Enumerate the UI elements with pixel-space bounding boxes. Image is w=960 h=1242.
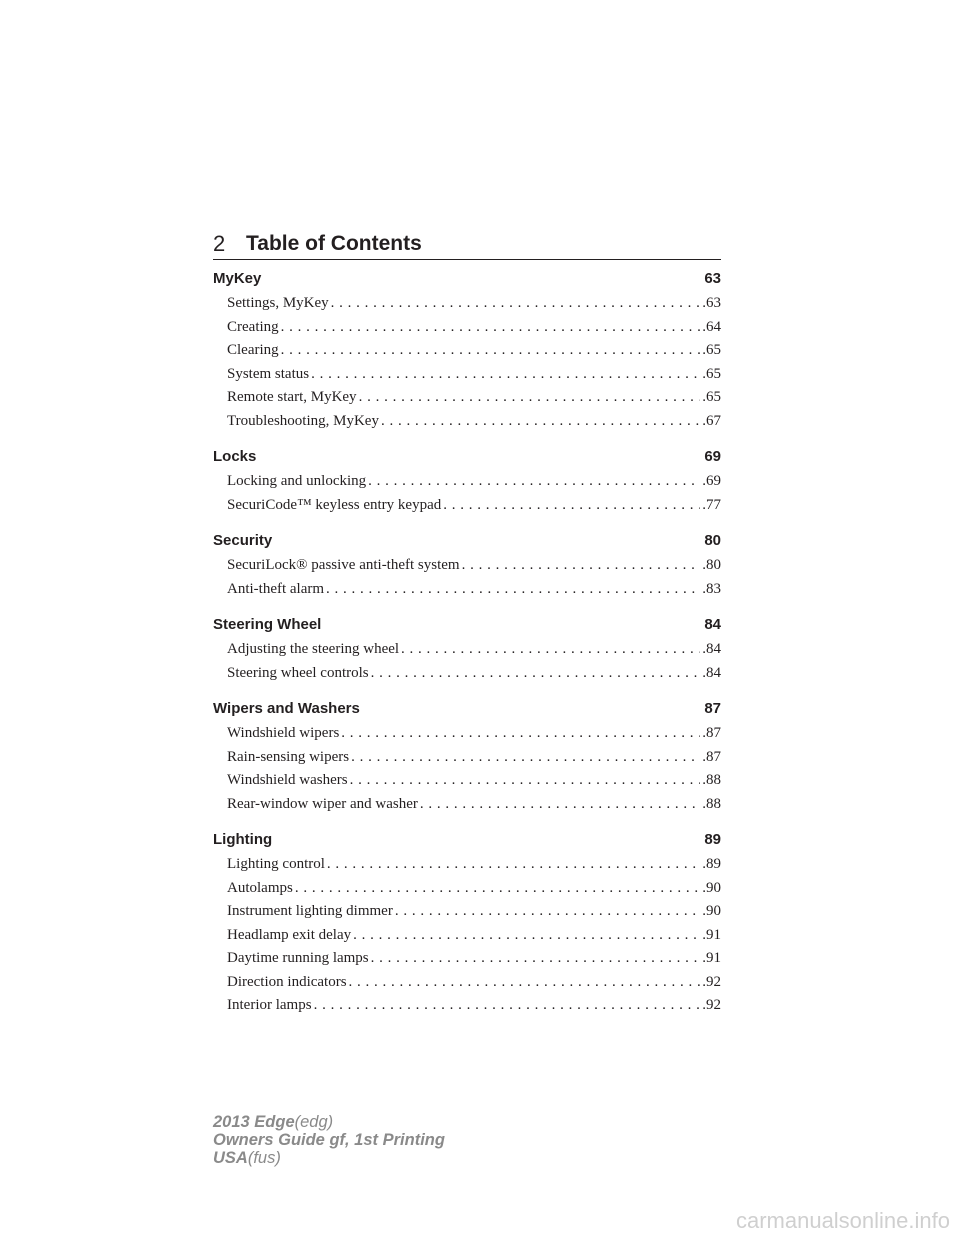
toc-entry[interactable] <box>213 900 721 924</box>
toc-entry[interactable] <box>213 793 721 817</box>
entry-label: Rain-sensing wipers <box>227 748 350 765</box>
entry-page-number: .90 <box>702 903 721 919</box>
toc-entry[interactable] <box>213 386 721 410</box>
entry-page-number: .65 <box>702 342 721 358</box>
dot-leader <box>350 769 701 793</box>
entry-label: Locking and unlocking <box>227 473 367 489</box>
dot-leader <box>359 386 701 410</box>
entry-page-number: .92 <box>702 997 721 1013</box>
entry-page-number: .69 <box>702 473 721 489</box>
entry-page-number: .88 <box>702 795 721 812</box>
entry-label: Headlamp exit delay <box>227 926 352 943</box>
toc-entry[interactable] <box>213 363 721 387</box>
dot-leader <box>281 339 701 363</box>
toc-entry[interactable] <box>213 316 721 340</box>
dot-leader <box>331 292 701 316</box>
entry-label: Autolamps <box>227 879 293 896</box>
entry-label: Clearing <box>227 342 279 358</box>
entry-page-number: .77 <box>702 496 721 513</box>
dot-leader <box>311 363 700 387</box>
entry-label: Daytime running lamps <box>227 950 369 966</box>
toc-entry-list <box>213 853 721 1018</box>
toc-section-heading[interactable] <box>213 614 721 636</box>
entry-page-number: .87 <box>702 748 721 765</box>
entry-label: SecuriLock® passive anti-theft system <box>227 557 460 573</box>
section-page-number: 84 <box>704 616 721 633</box>
section-title: Wipers and Washers <box>213 700 360 717</box>
entry-label: Interior lamps <box>227 997 312 1013</box>
toc-entry-list <box>213 554 721 601</box>
section-page-number: 89 <box>704 831 721 848</box>
footer-line-1 <box>213 1113 445 1131</box>
section-title: Security <box>213 532 273 549</box>
section-title: Lighting <box>213 831 273 848</box>
entry-page-number: .63 <box>702 295 721 311</box>
footer-line-3 <box>213 1149 445 1167</box>
dot-leader <box>401 638 700 662</box>
toc-entry[interactable] <box>213 971 721 995</box>
entry-label: Steering wheel controls <box>227 664 369 681</box>
page-number: 2 <box>213 231 226 256</box>
document-footer <box>213 1113 445 1167</box>
toc-section-heading[interactable] <box>213 698 721 720</box>
entry-label: Rear-window wiper and washer <box>227 795 418 812</box>
entry-page-number: .83 <box>702 580 721 597</box>
entry-page-number: .64 <box>702 318 721 335</box>
section-title: MyKey <box>213 270 262 287</box>
dot-leader <box>368 470 700 494</box>
toc-entry-list <box>213 292 721 433</box>
entry-label: SecuriCode™ keyless entry keypad <box>227 496 442 513</box>
section-page-number: 87 <box>704 700 721 717</box>
footer-region-code: (fus) <box>247 1149 281 1167</box>
footer-line-2 <box>213 1131 445 1149</box>
dot-leader <box>314 994 701 1018</box>
entry-label: Remote start, MyKey <box>227 389 357 405</box>
entry-page-number: .89 <box>702 856 721 872</box>
toc-entry[interactable] <box>213 947 721 971</box>
footer-model: 2013 Edge <box>213 1113 295 1131</box>
toc-section-heading[interactable] <box>213 530 721 552</box>
footer-guide: Owners Guide gf, 1st Printing <box>213 1131 445 1149</box>
toc-entry[interactable] <box>213 339 721 363</box>
toc-entry[interactable] <box>213 410 721 434</box>
toc-entry[interactable] <box>213 924 721 948</box>
entry-label: Settings, MyKey <box>227 295 329 311</box>
dot-leader <box>462 554 701 578</box>
toc-entry-list <box>213 722 721 816</box>
entry-page-number: .87 <box>702 725 721 741</box>
page-header <box>213 231 721 260</box>
entry-label: Lighting control <box>227 856 325 872</box>
toc-entry-list <box>213 638 721 685</box>
dot-leader <box>381 410 700 434</box>
entry-page-number: .84 <box>702 664 721 681</box>
toc-entry[interactable] <box>213 638 721 662</box>
toc-entry[interactable] <box>213 769 721 793</box>
entry-label: System status <box>227 365 310 382</box>
entry-page-number: .65 <box>702 365 721 382</box>
toc-entry[interactable] <box>213 746 721 770</box>
entry-page-number: .91 <box>702 950 721 966</box>
entry-label: Creating <box>227 318 279 335</box>
toc-entry[interactable] <box>213 494 721 518</box>
dot-leader <box>326 578 700 602</box>
dot-leader <box>353 924 700 948</box>
toc-section-heading[interactable] <box>213 829 721 851</box>
toc-entry[interactable] <box>213 877 721 901</box>
section-title: Steering Wheel <box>213 616 322 633</box>
entry-page-number: .67 <box>702 412 721 429</box>
toc-entry-list <box>213 470 721 517</box>
dot-leader <box>443 494 700 518</box>
dot-leader <box>371 662 701 686</box>
entry-label: Anti-theft alarm <box>227 580 325 597</box>
toc-entry[interactable] <box>213 578 721 602</box>
entry-label: Adjusting the steering wheel <box>227 641 400 657</box>
toc-entry[interactable] <box>213 994 721 1018</box>
dot-leader <box>341 722 700 746</box>
entry-page-number: .65 <box>702 389 721 405</box>
section-page-number: 80 <box>704 532 721 549</box>
table-of-contents <box>213 268 721 1031</box>
entry-page-number: .84 <box>702 641 721 657</box>
entry-page-number: .80 <box>702 557 721 573</box>
entry-label: Direction indicators <box>227 973 347 990</box>
section-page-number: 69 <box>704 448 721 465</box>
page-title: Table of Contents <box>246 232 422 255</box>
entry-label: Troubleshooting, MyKey <box>227 412 379 429</box>
watermark: carmanualsonline.info <box>735 1208 950 1233</box>
toc-entry[interactable] <box>213 853 721 877</box>
dot-leader <box>351 746 700 770</box>
toc-entry[interactable] <box>213 554 721 578</box>
toc-section-heading[interactable] <box>213 446 721 468</box>
toc-entry[interactable] <box>213 722 721 746</box>
toc-entry[interactable] <box>213 292 721 316</box>
entry-page-number: .90 <box>702 879 721 896</box>
entry-page-number: .91 <box>702 926 721 943</box>
dot-leader <box>295 877 700 901</box>
toc-section-heading[interactable] <box>213 268 721 290</box>
footer-model-code: (edg) <box>294 1113 334 1131</box>
entry-label: Instrument lighting dimmer <box>227 903 393 919</box>
toc-entry[interactable] <box>213 662 721 686</box>
dot-leader <box>420 793 700 817</box>
entry-label: Windshield washers <box>227 772 348 788</box>
dot-leader <box>327 853 700 877</box>
entry-page-number: .92 <box>702 973 721 990</box>
dot-leader <box>371 947 701 971</box>
toc-entry[interactable] <box>213 470 721 494</box>
entry-label: Windshield wipers <box>227 725 340 741</box>
footer-region: USA <box>213 1149 248 1167</box>
dot-leader <box>349 971 701 995</box>
section-page-number: 63 <box>704 270 721 287</box>
dot-leader <box>395 900 700 924</box>
section-title: Locks <box>213 448 257 465</box>
dot-leader <box>281 316 701 340</box>
entry-page-number: .88 <box>702 772 721 788</box>
